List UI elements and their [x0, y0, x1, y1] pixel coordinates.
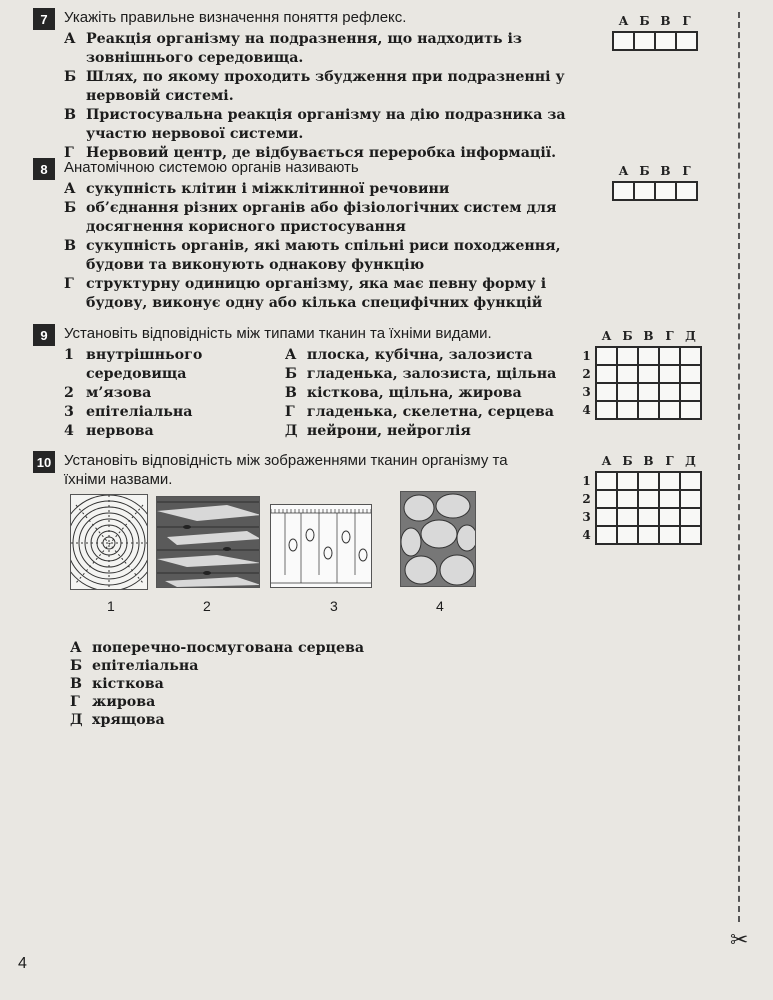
answer-cell[interactable]	[617, 383, 638, 401]
right-item: В кісткова, щільна, жирова	[284, 385, 522, 401]
answer-cell[interactable]	[676, 182, 697, 200]
right-item: Б гладенька, залозиста, щільна	[284, 366, 557, 382]
question-text: Укажіть правильне визначення поняття рефлекс.	[64, 9, 407, 26]
page-number: 4	[18, 955, 27, 972]
answer-cell[interactable]	[659, 508, 680, 526]
answer-cell[interactable]	[634, 182, 655, 200]
question-number: 8	[33, 158, 55, 180]
answer-cell[interactable]	[659, 401, 680, 419]
answer-grid-8: А Б В Г	[612, 160, 698, 201]
answer-cell[interactable]	[638, 490, 659, 508]
option-d: Г структурну одиницю організму, яка має певну форму і будову, виконує одну або кілька специфічних функцій	[64, 276, 547, 311]
answer-cell[interactable]	[638, 365, 659, 383]
image-label-4: 4	[436, 598, 444, 614]
right-item: А плоска, кубічна, залозиста	[284, 347, 533, 363]
answer-cell[interactable]	[659, 490, 680, 508]
question-number: 9	[33, 324, 55, 346]
answer-cell[interactable]	[638, 347, 659, 365]
option-d: Г Нервовий центр, де відбувається переробка інформації.	[64, 145, 557, 161]
question-9	[33, 324, 573, 441]
option-b: Б епітеліальна	[70, 658, 199, 674]
image-label-1: 1	[107, 598, 115, 614]
answer-cell[interactable]	[659, 383, 680, 401]
answer-cell[interactable]	[680, 401, 701, 419]
epithelial-tissue-image	[270, 504, 372, 588]
option-e: Д хрящова	[70, 712, 165, 728]
answer-cell[interactable]	[596, 490, 617, 508]
option-b: Б об’єднання різних органів або фізіологічних систем для досягнення корисного пристосування	[64, 200, 557, 235]
answer-grid-7: А Б В Г	[612, 10, 698, 51]
answer-cell[interactable]	[680, 490, 701, 508]
option-c: В сукупність органів, які мають спільні риси походження, будови та виконують однакову функцію	[64, 238, 561, 273]
answer-cell[interactable]	[617, 508, 638, 526]
question-number: 7	[33, 8, 55, 30]
left-item: 1 внутрішнього середовища	[64, 347, 203, 382]
answer-cell[interactable]	[596, 401, 617, 419]
answer-cell[interactable]	[680, 526, 701, 544]
question-10-options	[70, 639, 364, 729]
answer-cell[interactable]	[617, 526, 638, 544]
answer-cell[interactable]	[638, 383, 659, 401]
answer-cell[interactable]	[638, 401, 659, 419]
answer-cell[interactable]	[613, 32, 634, 50]
answer-cell[interactable]	[617, 365, 638, 383]
left-column	[64, 346, 285, 441]
answer-cell[interactable]	[617, 490, 638, 508]
option-c: В Пристосувальна реакція організму на дію подразника за участю нервової системи.	[64, 107, 566, 142]
answer-grid-10: А Б В Г Д 1 2 3 4	[578, 450, 702, 545]
option-c: В кісткова	[70, 676, 164, 692]
question-text: Установіть відповідність між типами тканин та їхніми видами.	[64, 325, 492, 342]
answer-cell[interactable]	[613, 182, 634, 200]
answer-grid-9: А Б В Г Д 1 2 3 4	[578, 325, 702, 420]
answer-cell[interactable]	[596, 472, 617, 490]
answer-cell[interactable]	[596, 365, 617, 383]
bone-tissue-image	[70, 494, 148, 590]
answer-cell[interactable]	[680, 347, 701, 365]
answer-cell[interactable]	[596, 508, 617, 526]
question-8	[33, 158, 593, 313]
answer-cell[interactable]	[680, 365, 701, 383]
answer-cell[interactable]	[596, 347, 617, 365]
answer-cell[interactable]	[617, 401, 638, 419]
answer-cell[interactable]	[596, 526, 617, 544]
answer-cell[interactable]	[659, 526, 680, 544]
left-item: 4 нервова	[64, 423, 154, 439]
option-a: А сукупність клітин і міжклітинної речовини	[64, 181, 450, 197]
left-item: 2 м’язова	[64, 385, 152, 401]
answer-cell[interactable]	[634, 32, 655, 50]
question-10	[33, 451, 543, 489]
right-item: Г гладенька, скелетна, серцева	[284, 404, 554, 420]
answer-cell[interactable]	[596, 383, 617, 401]
answer-cell[interactable]	[617, 472, 638, 490]
answer-cell[interactable]	[676, 32, 697, 50]
option-b: Б Шлях, по якому проходить збудження при подразненні у нервовій системі.	[64, 69, 565, 104]
answer-cell[interactable]	[680, 472, 701, 490]
question-text: Анатомічною системою органів називають	[64, 159, 359, 176]
answer-cell[interactable]	[680, 508, 701, 526]
answer-cell[interactable]	[659, 365, 680, 383]
option-a: А поперечно-посмугована серцева	[70, 640, 365, 656]
cut-line	[738, 12, 740, 922]
cardiac-muscle-image	[156, 496, 260, 588]
left-item: 3 епітеліальна	[64, 404, 193, 420]
answer-cell[interactable]	[617, 347, 638, 365]
answer-cell[interactable]	[655, 182, 676, 200]
answer-cell[interactable]	[659, 472, 680, 490]
question-text: Установіть відповідність між зображеннями тканин організму та їхніми назвами.	[64, 452, 508, 488]
image-label-2: 2	[203, 598, 211, 614]
option-d: Г жирова	[70, 694, 156, 710]
question-7	[33, 8, 593, 163]
adipose-tissue-image	[400, 491, 476, 587]
right-item: Д нейрони, нейроглія	[284, 423, 471, 439]
right-column	[285, 346, 573, 441]
image-label-3: 3	[330, 598, 338, 614]
option-a: А Реакція організму на подразнення, що надходить із зовнішнього середовища.	[64, 31, 522, 66]
answer-cell[interactable]	[659, 347, 680, 365]
answer-cell[interactable]	[638, 508, 659, 526]
answer-cell[interactable]	[638, 526, 659, 544]
answer-cell[interactable]	[680, 383, 701, 401]
question-number: 10	[33, 451, 55, 473]
answer-cell[interactable]	[655, 32, 676, 50]
scissors-icon: ✂	[730, 928, 749, 953]
answer-cell[interactable]	[638, 472, 659, 490]
